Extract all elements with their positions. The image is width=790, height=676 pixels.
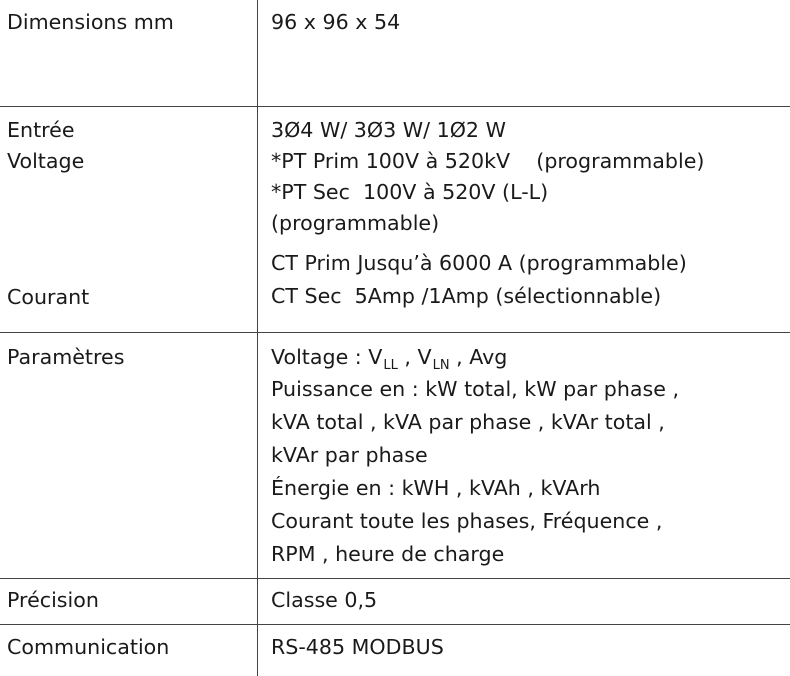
row-label: Précision (7, 588, 99, 612)
row-value: kVAr par phase (271, 443, 428, 467)
row-value: Classe 0,5 (271, 588, 378, 612)
voltage-suffix: , Avg (449, 345, 508, 369)
row-value: RS-485 MODBUS (271, 635, 444, 659)
row-value: kVA total , kVA par phase , kVAr total , (271, 410, 665, 434)
row-value: Puissance en : kW total, kW par phase , (271, 377, 680, 401)
row-value: RPM , heure de charge (271, 542, 505, 566)
row-value: Énergie en : kWH , kVAh , kVArh (271, 476, 601, 500)
subscript-ll: LL (383, 358, 398, 373)
subscript-ln: LN (432, 358, 450, 373)
row-label: Dimensions mm (7, 10, 174, 34)
row-value: *PT Sec 100V à 520V (L-L) (271, 180, 549, 204)
row-value: 3Ø4 W/ 3Ø3 W/ 1Ø2 W (271, 118, 506, 142)
voltage-prefix: Voltage : V (271, 345, 383, 369)
row-divider (0, 332, 790, 333)
row-value: CT Sec 5Amp /1Amp (sélectionnable) (271, 284, 662, 308)
row-label: Voltage (7, 149, 85, 173)
column-divider (257, 0, 258, 676)
row-value: Courant toute les phases, Fréquence , (271, 509, 663, 533)
row-divider (0, 624, 790, 625)
row-value: 96 x 96 x 54 (271, 10, 401, 34)
row-label: Paramètres (7, 345, 125, 369)
row-divider (0, 106, 790, 107)
voltage-mid: , V (397, 345, 432, 369)
row-value: *PT Prim 100V à 520kV (programmable) (271, 149, 705, 173)
row-divider (0, 578, 790, 579)
row-value: CT Prim Jusqu’à 6000 A (programmable) (271, 251, 687, 275)
row-label: Communication (7, 635, 170, 659)
row-value: (programmable) (271, 211, 440, 235)
row-label: Entrée (7, 118, 75, 142)
row-label: Courant (7, 285, 90, 309)
